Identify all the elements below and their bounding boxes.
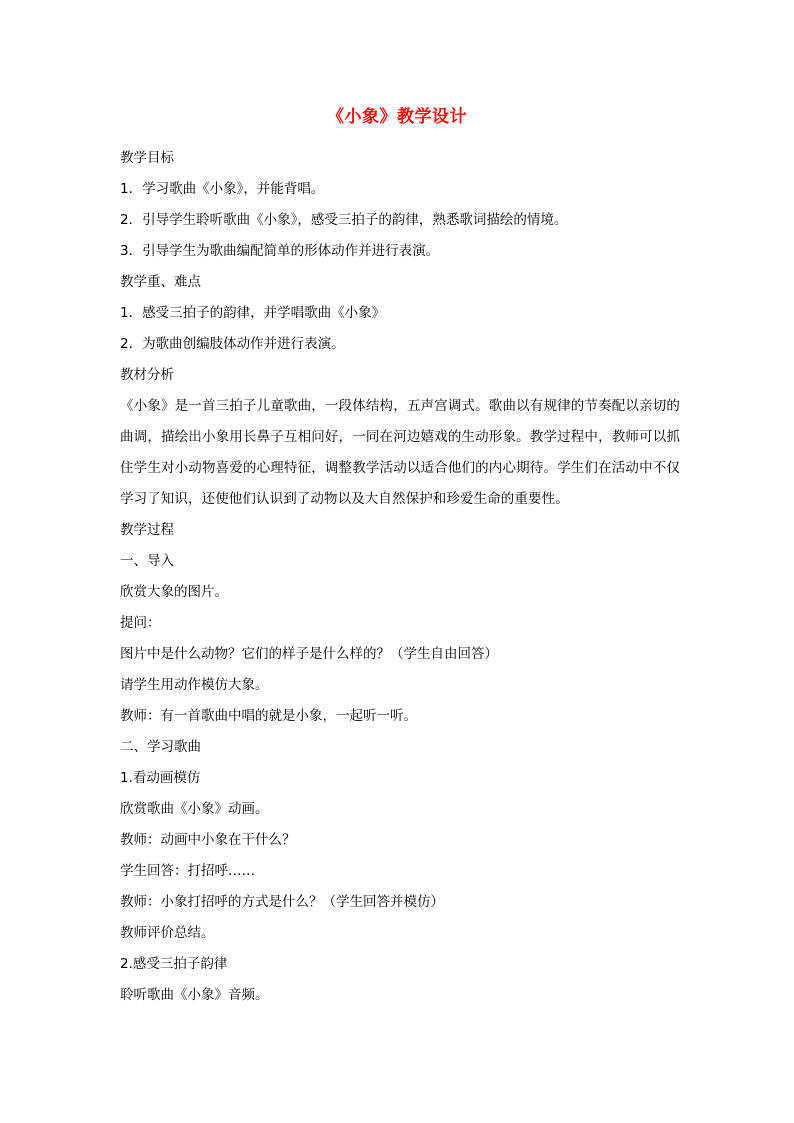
- key-point-item: 1．感受三拍子的韵律，并学唱歌曲《小象》: [120, 305, 386, 321]
- body-line: 图片中是什么动物？它们的样子是什么样的？（学生自由回答）: [120, 646, 498, 662]
- document-body: [120, 143, 680, 1011]
- analysis-paragraph: 《小象》是一首三拍子儿童歌曲，一段体结构，五声宫调式。歌曲以有规律的节奏配以亲切的曲调，描绘出小象用长鼻子互相问好，一同在河边嬉戏的生动形象。教学过程中，教师可以抓住学生对小动物喜爱的心理特征，调整教学活动以适合他们的内心期待。学生们在活动中不仅学习了知识，还使他们认识到了动物以及大自然保护和珍爱生命的重要性。: [120, 398, 680, 507]
- document-title: 《小象》教学设计: [327, 107, 467, 127]
- section-heading: 一、导入: [120, 553, 174, 569]
- heading-objectives: 教学目标: [120, 150, 174, 166]
- body-line: 学生回答：打招呼……: [120, 863, 255, 879]
- body-line: 请学生用动作模仿大象。: [120, 677, 269, 693]
- heading-material-analysis: 教材分析: [120, 367, 174, 383]
- objective-item: 2．引导学生聆听歌曲《小象》，感受三拍子的韵律，熟悉歌词描绘的情境。: [120, 212, 568, 228]
- objective-item: 3．引导学生为歌曲编配简单的形体动作并进行表演。: [120, 243, 440, 259]
- heading-key-points: 教学重、难点: [120, 274, 201, 290]
- subsection-heading: 2.感受三拍子韵律: [120, 956, 228, 972]
- body-line: 欣赏大象的图片。: [120, 584, 228, 600]
- heading-teaching-process: 教学过程: [120, 522, 174, 538]
- body-line: 教师：小象打招呼的方式是什么？（学生回答并模仿）: [120, 894, 444, 910]
- body-line: 提问：: [120, 615, 161, 631]
- key-point-item: 2．为歌曲创编肢体动作并进行表演。: [120, 336, 345, 352]
- section-heading: 二、学习歌曲: [120, 739, 201, 755]
- body-line: 教师：有一首歌曲中唱的就是小象，一起听一听。: [120, 708, 417, 724]
- objective-item: 1．学习歌曲《小象》，并能背唱。: [120, 181, 325, 197]
- body-line: 欣赏歌曲《小象》动画。: [120, 801, 269, 817]
- body-line: 聆听歌曲《小象》音频。: [120, 987, 269, 1003]
- body-line: 教师评价总结。: [120, 925, 215, 941]
- subsection-heading: 1.看动画模仿: [120, 770, 201, 786]
- body-line: 教师：动画中小象在干什么？: [120, 832, 296, 848]
